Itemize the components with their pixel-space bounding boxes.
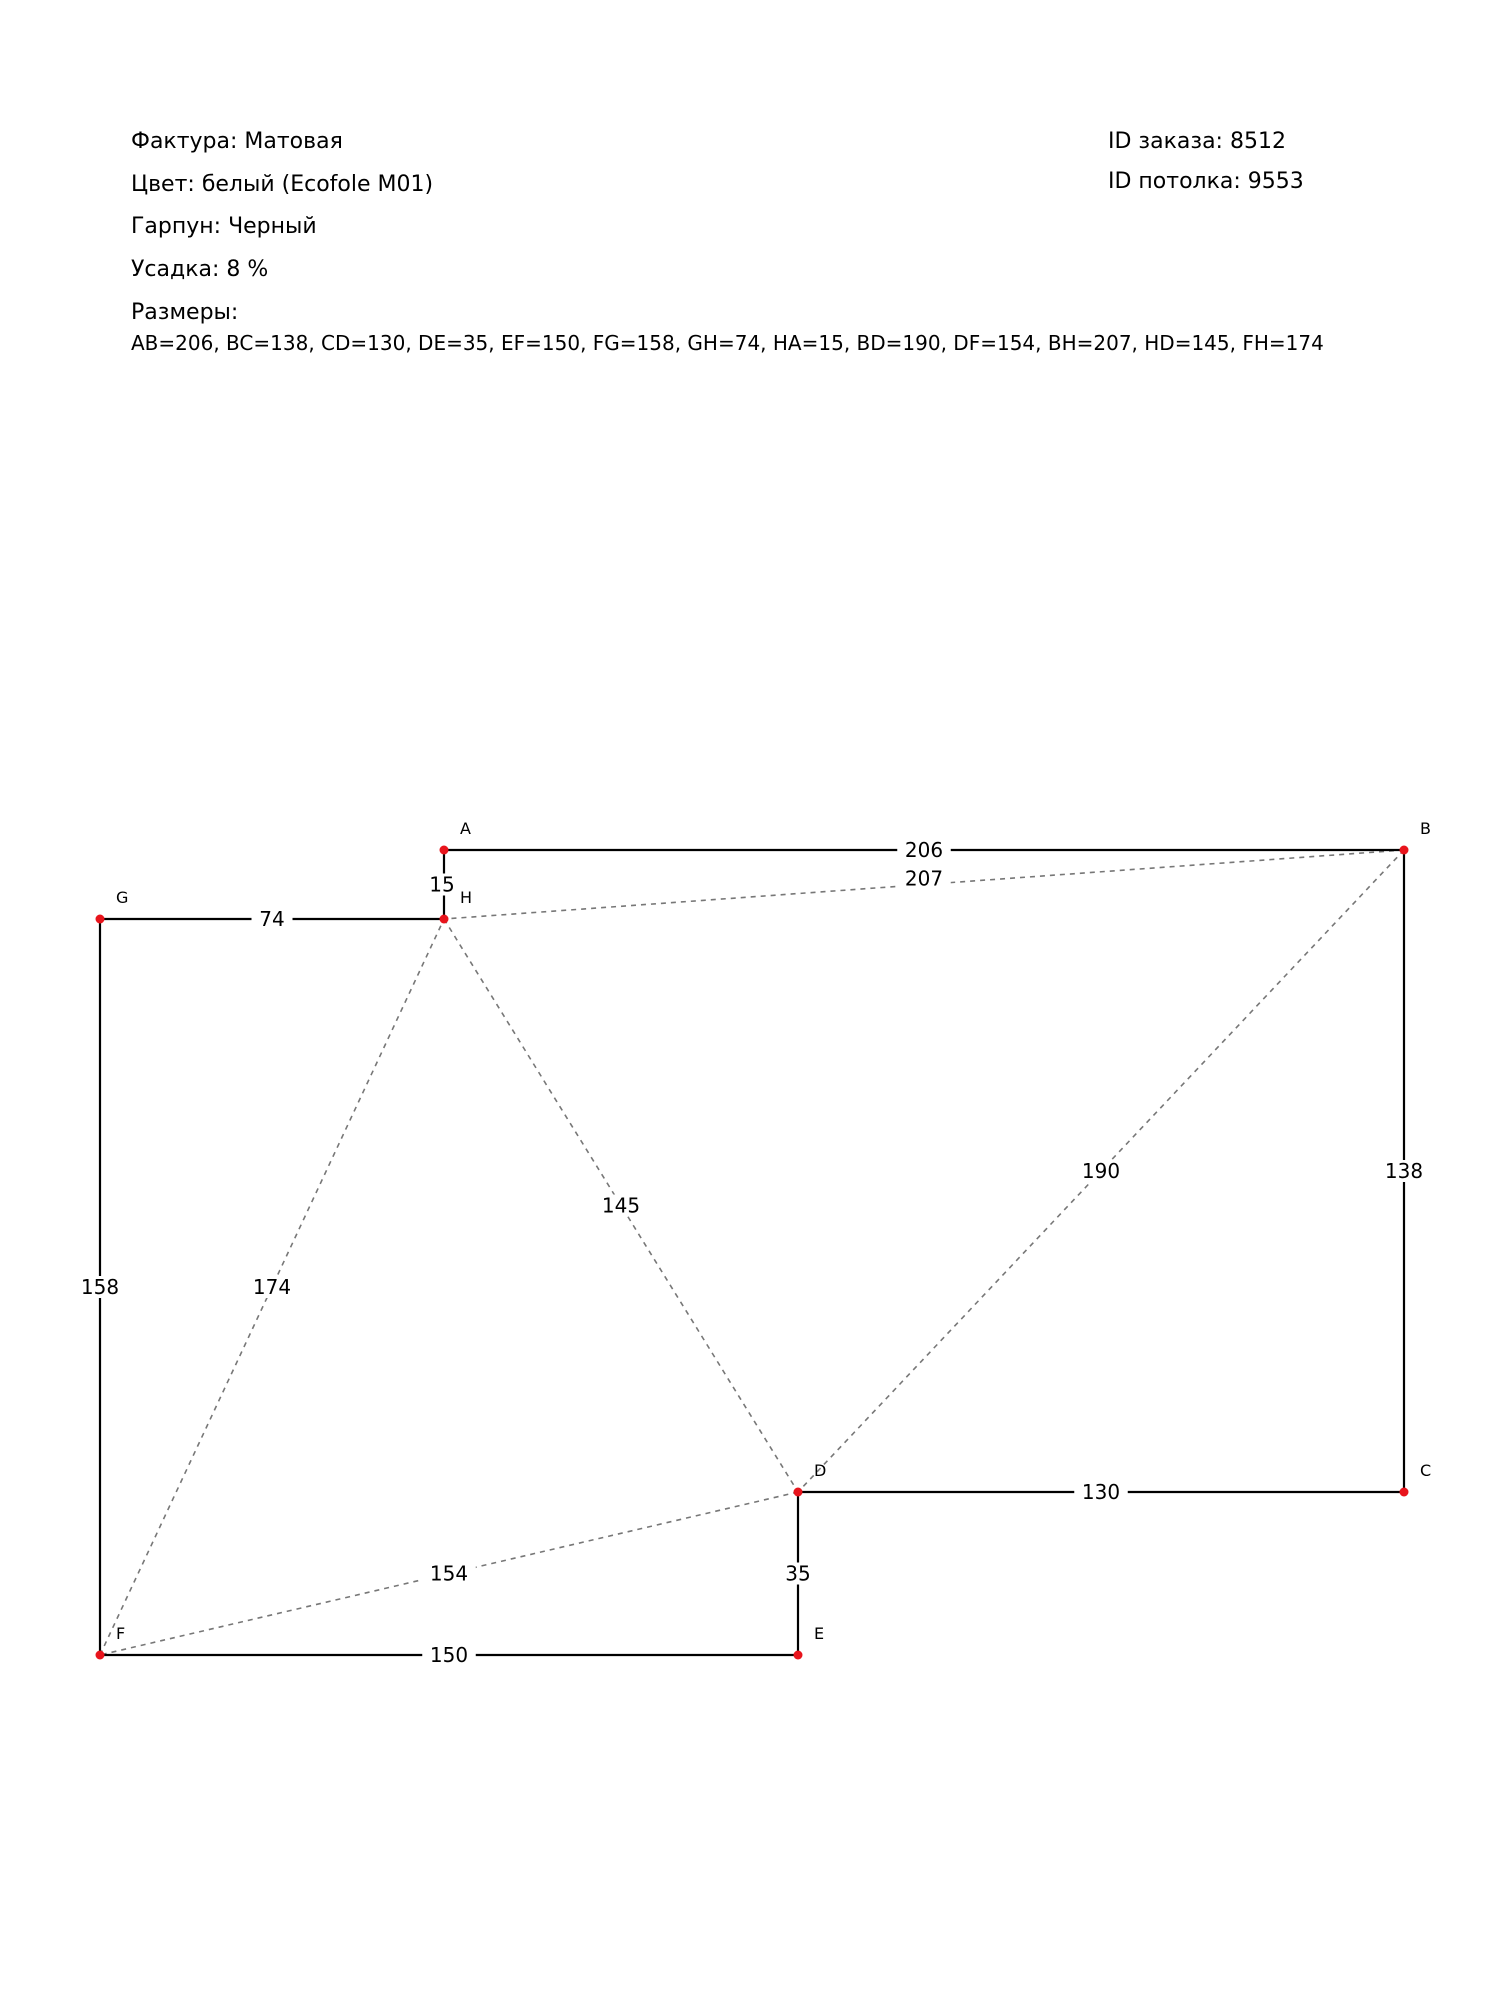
diagonal-df-label: 154 (429, 1561, 469, 1586)
point-a-label: A (460, 819, 471, 838)
shrink-value: 8 % (226, 257, 269, 282)
ceiling-id-label: ID потолка: (1108, 169, 1241, 194)
diagonal-bh-label: 207 (904, 866, 944, 891)
point-h-label: H (460, 888, 473, 907)
order-id-value: 8512 (1229, 129, 1286, 154)
harpoon-label: Гарпун: (131, 214, 222, 239)
edge-de-label: 35 (785, 1561, 811, 1586)
edge-ha-label: 15 (429, 872, 455, 897)
edge-cd-label: 130 (1081, 1480, 1121, 1504)
edge-fg-label: 158 (80, 1275, 120, 1299)
point-b (1400, 846, 1409, 855)
point-c (1400, 1488, 1409, 1497)
point-g (96, 915, 105, 924)
ceiling-id-value: 9553 (1247, 169, 1304, 194)
edge-bc-label: 138 (1384, 1159, 1424, 1183)
point-f (96, 1651, 105, 1660)
edge-gh-label: 74 (259, 907, 285, 931)
color-value: белый (Ecofole M01) (201, 172, 434, 197)
shrink-label: Усадка: (131, 257, 220, 282)
diagonal-hd-label: 145 (601, 1193, 641, 1218)
point-f-label: F (116, 1624, 126, 1643)
point-d (794, 1488, 803, 1497)
sizes-value: AB=206, BC=138, CD=130, DE=35, EF=150, FG=158, GH=74, HA=15, BD=190, DF=154, BH=207, HD=145, FH=174 (131, 331, 1324, 355)
point-d-label: D (814, 1461, 827, 1480)
texture-label: Фактура: (131, 129, 238, 154)
edge-ef-label: 150 (429, 1643, 469, 1667)
diagonal-fh-label: 174 (252, 1275, 292, 1299)
point-e (794, 1651, 803, 1660)
point-h (440, 915, 449, 924)
point-a (440, 846, 449, 855)
edge-ab-label: 206 (904, 838, 944, 862)
point-b-label: B (1420, 819, 1431, 838)
point-g-label: G (116, 888, 129, 907)
color-label: Цвет: (131, 172, 195, 197)
point-e-label: E (814, 1624, 825, 1643)
order-id-label: ID заказа: (1108, 129, 1223, 154)
point-c-label: C (1420, 1461, 1432, 1480)
sizes-label: Размеры: (131, 300, 239, 325)
harpoon-value: Черный (228, 214, 317, 239)
texture-value: Матовая (244, 129, 343, 154)
diagonal-bd-label: 190 (1081, 1159, 1121, 1183)
